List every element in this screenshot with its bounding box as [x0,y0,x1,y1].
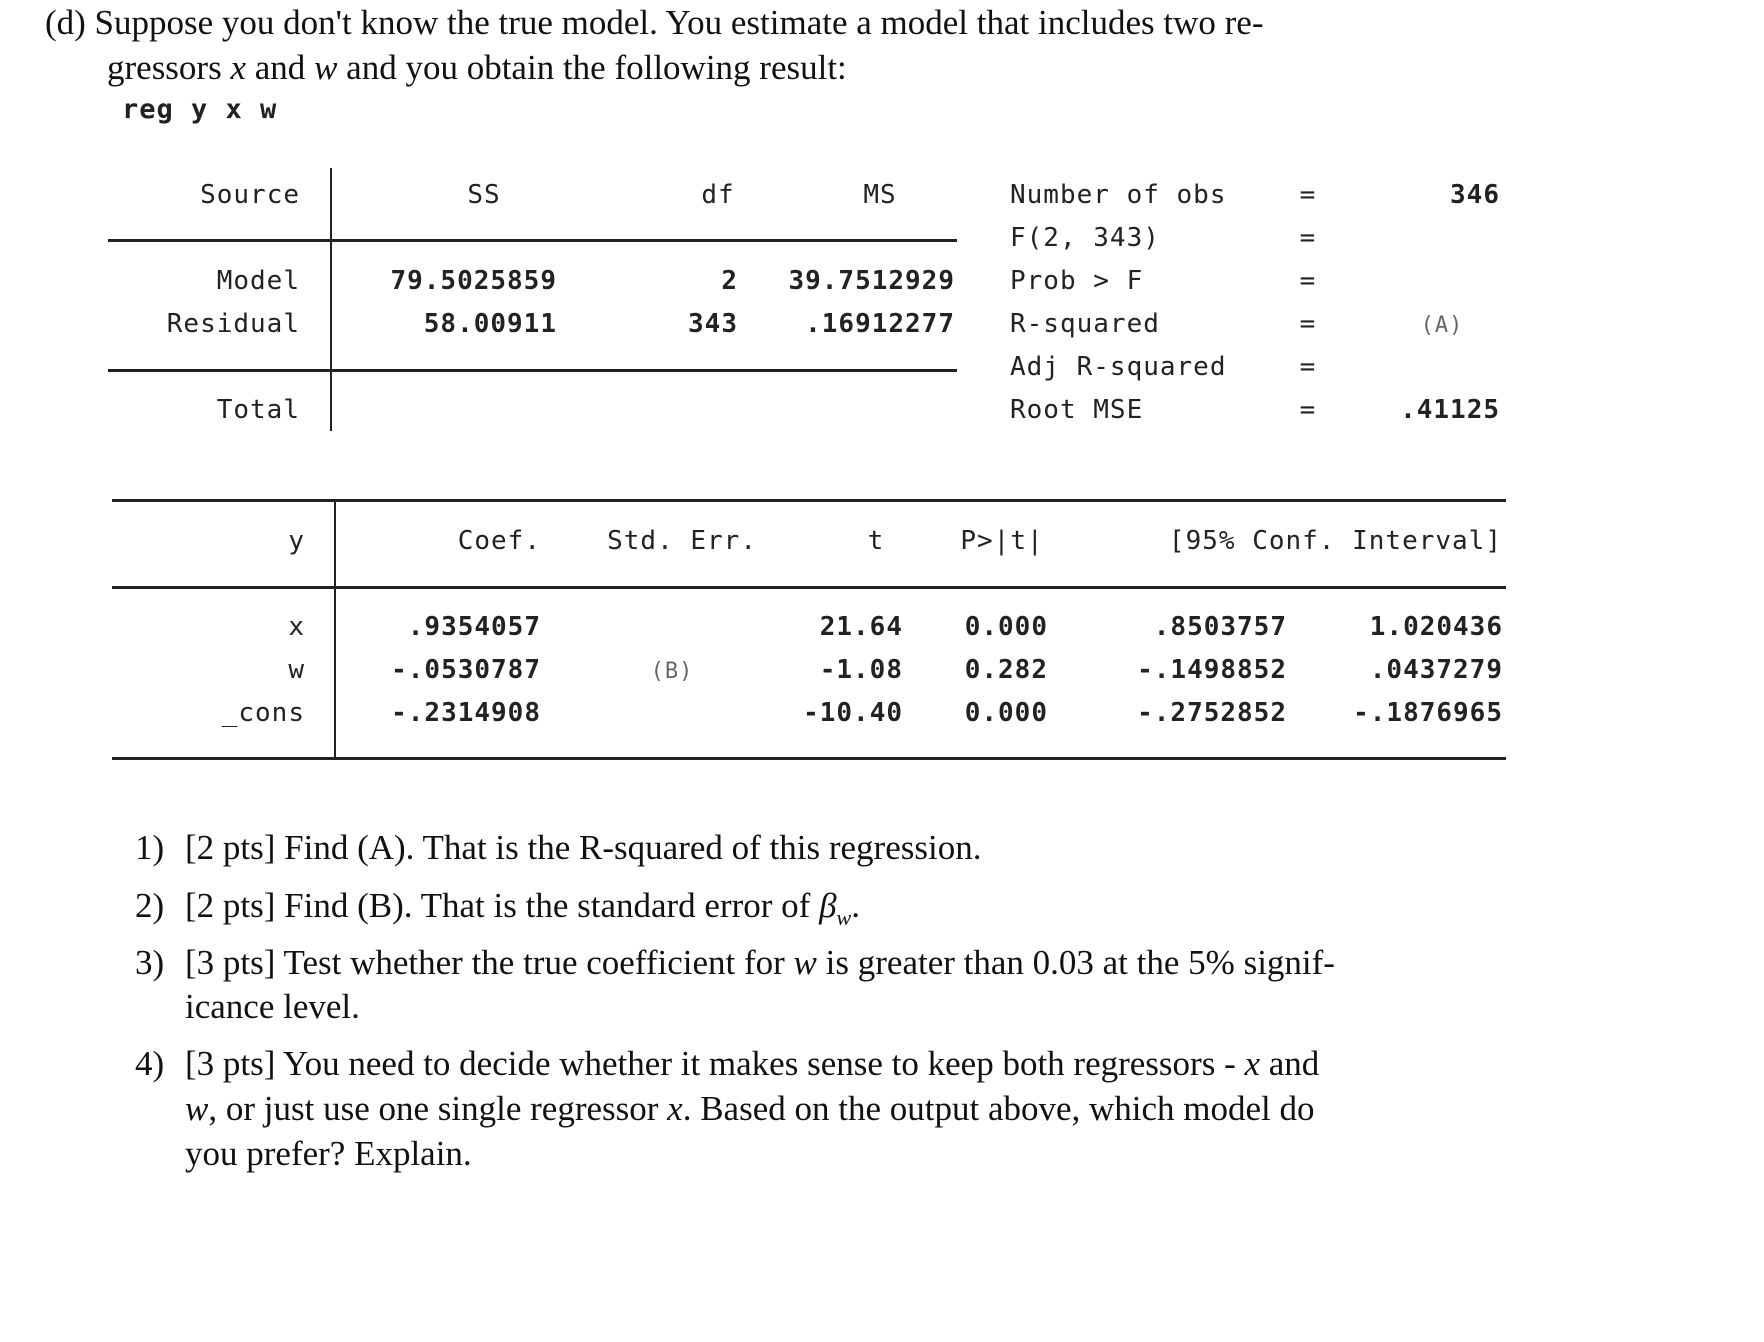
text: [2 pts] Find (B). That is the standard error of [185,886,820,925]
stat-label: R-squared [1010,309,1160,339]
stat-eq: = [1299,223,1317,253]
text: . [851,886,860,925]
var-x: x [230,48,247,87]
question-number: 2) [135,886,165,925]
stat-value: .41125 [1400,395,1500,425]
header-y: y [288,526,305,556]
stat-eq: = [1299,180,1317,210]
question-number: 4) [135,1044,165,1083]
text: , or just use one single regressor [208,1089,668,1128]
cell-ci-low: .8503757 [1153,612,1287,642]
var-w: w [185,1089,209,1128]
cell-ss: 79.5025859 [390,266,557,296]
cell-se-placeholder: (B) [650,659,694,684]
var-w: w [793,943,817,982]
row-var: w [288,655,305,685]
question-text [185,1044,1319,1084]
stat-value: 346 [1450,180,1500,210]
stat-label: Root MSE [1010,395,1144,425]
text: [3 pts] Test whether the true coefficient for [185,943,794,982]
stat-eq: = [1299,395,1317,425]
coef-rule [112,757,1506,760]
header-p: P>|t| [960,526,1044,556]
beta-symbol: β [819,886,837,925]
stat-eq: = [1299,352,1317,382]
question-text [185,886,860,938]
cell-ss: 58.00911 [423,309,557,339]
row-label: Residual [166,309,300,339]
text: is greater than 0.03 at the 5% signif- [816,943,1335,982]
cell-t: -1.08 [819,655,903,685]
coef-rule [112,499,1506,502]
header-t: t [867,526,885,556]
cell-ci-low: -.2752852 [1137,698,1287,728]
intro-line-2 [107,48,847,88]
cell-ms: 39.7512929 [788,266,955,296]
stat-eq: = [1299,309,1317,339]
cell-coef: .9354057 [407,612,541,642]
cell-df: 343 [688,309,738,339]
text: [3 pts] You need to decide whether it makes sense to keep both regressors - [185,1044,1245,1083]
var-w: w [314,48,338,87]
text: and you obtain the following result: [337,48,847,87]
cell-ci-high: .0437279 [1369,655,1503,685]
header-coef: Coef. [457,526,541,556]
cell-p: 0.000 [964,612,1048,642]
cell-ci-high: 1.020436 [1369,612,1503,642]
anova-rule [108,239,957,242]
cell-t: -10.40 [803,698,903,728]
anova-rule [108,369,957,372]
stat-label: Number of obs [1010,180,1227,210]
question-text-cont [185,1089,1315,1129]
cell-ci-low: -.1498852 [1137,655,1287,685]
cell-coef: -.2314908 [391,698,541,728]
cell-p: 0.000 [964,698,1048,728]
question-text: [2 pts] Find (A). That is the R-squared of this regression. [185,828,982,867]
row-label: Total [216,395,300,425]
stat-label: Adj R-squared [1010,352,1227,382]
text: . Based on the output above, which model do [682,1089,1315,1128]
text: and [1260,1044,1320,1083]
coef-vertical-rule [334,500,336,759]
var-x: x [1244,1044,1261,1083]
row-var: _cons [221,698,305,728]
stat-label: F(2, 343) [1010,223,1160,253]
cell-p: 0.282 [964,655,1048,685]
header-source: Source [200,180,300,210]
header-ms: MS [863,180,897,210]
stat-label: Prob > F [1010,266,1144,296]
cell-coef: -.0530787 [391,655,541,685]
intro-line-1: (d) Suppose you don't know the true model. You estimate a model that includes two re- [45,3,1264,42]
header-ss: SS [467,180,501,210]
stat-value-placeholder: (A) [1420,313,1464,338]
cell-df: 2 [721,266,738,296]
question-number: 3) [135,943,165,982]
question-text [185,943,1335,983]
row-label: Model [216,266,300,296]
question-text-cont: icance level. [185,987,360,1026]
cell-ms: .16912277 [805,309,955,339]
question-number: 1) [135,828,165,867]
stata-command: reg y x w [122,94,278,125]
header-std-err: Std. Err. [607,526,757,556]
header-df: df [701,180,735,210]
stat-eq: = [1299,266,1317,296]
cell-t: 21.64 [819,612,903,642]
cell-ci-high: -.1876965 [1353,698,1503,728]
var-x: x [667,1089,683,1128]
header-ci: [95% Conf. Interval] [1168,526,1502,556]
anova-vertical-rule [330,168,332,431]
text: and [246,48,315,87]
question-text-cont: you prefer? Explain. [185,1134,472,1173]
coef-rule [112,586,1506,589]
text: gressors [107,48,231,87]
row-var: x [288,612,305,642]
subscript-w: w [836,905,852,930]
